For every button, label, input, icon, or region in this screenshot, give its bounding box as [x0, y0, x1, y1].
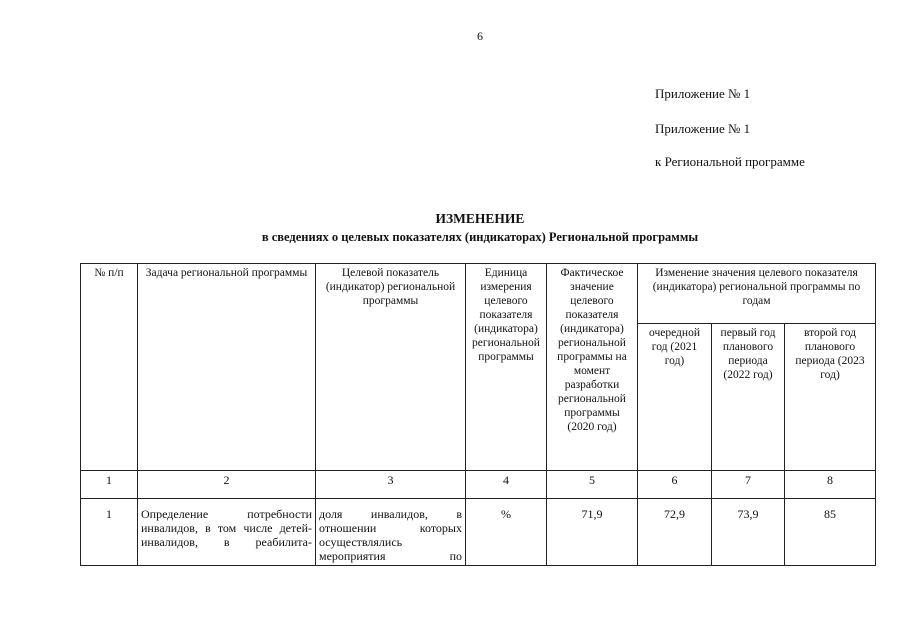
cell-2021: 72,9 [638, 499, 712, 566]
document-subtitle: в сведениях о целевых показателях (индикаторах) Региональной программы [261, 230, 699, 244]
cell-actual: 71,9 [547, 499, 638, 566]
table-row [81, 499, 876, 566]
column-number: 5 [547, 471, 638, 499]
cell-no: 1 [81, 499, 138, 566]
header-year-2022: первый год планового периода (2022 год) [712, 324, 785, 471]
column-number: 8 [785, 471, 876, 499]
document-title: ИЗМЕНЕНИЕ [435, 211, 525, 226]
column-number: 7 [712, 471, 785, 499]
cell-indicator: доля инвалидов, в отношении которых осуществлялись мероприятия по [316, 499, 466, 566]
cell-2022: 73,9 [712, 499, 785, 566]
page-number: 6 [477, 29, 483, 43]
column-number-row [81, 471, 876, 499]
header-actual: Фактическое значение целевого показателя (индикатора) региональной программы на момент разработки региональной программы (2020 год) [547, 264, 638, 471]
column-number: 3 [316, 471, 466, 499]
indicators-table [80, 263, 876, 566]
column-number: 2 [138, 471, 316, 499]
header-change-group: Изменение значения целевого показателя (индикатора) региональной программы по годам [638, 264, 876, 324]
appendix-line-3: к Региональной программе [655, 154, 805, 169]
cell-unit: % [466, 499, 547, 566]
header-year-2021: очередной год (2021 год) [638, 324, 712, 471]
appendix-line-2: Приложение № 1 [655, 121, 751, 136]
header-task: Задача региональной программы [138, 264, 316, 471]
header-row [81, 264, 876, 324]
column-number: 4 [466, 471, 547, 499]
header-year-2023: второй год планового периода (2023 год) [785, 324, 876, 471]
column-number: 6 [638, 471, 712, 499]
header-no: № п/п [81, 264, 138, 471]
header-unit: Единица измерения целевого показателя (индикатора) региональной программы [466, 264, 547, 471]
cell-2023: 85 [785, 499, 876, 566]
header-indicator: Целевой показатель (индикатор) региональной программы [316, 264, 466, 471]
column-number: 1 [81, 471, 138, 499]
cell-task: Определение потребности инвалидов, в том числе детей-инвалидов, в реабилита- [138, 499, 316, 566]
appendix-line-1: Приложение № 1 [655, 86, 751, 101]
